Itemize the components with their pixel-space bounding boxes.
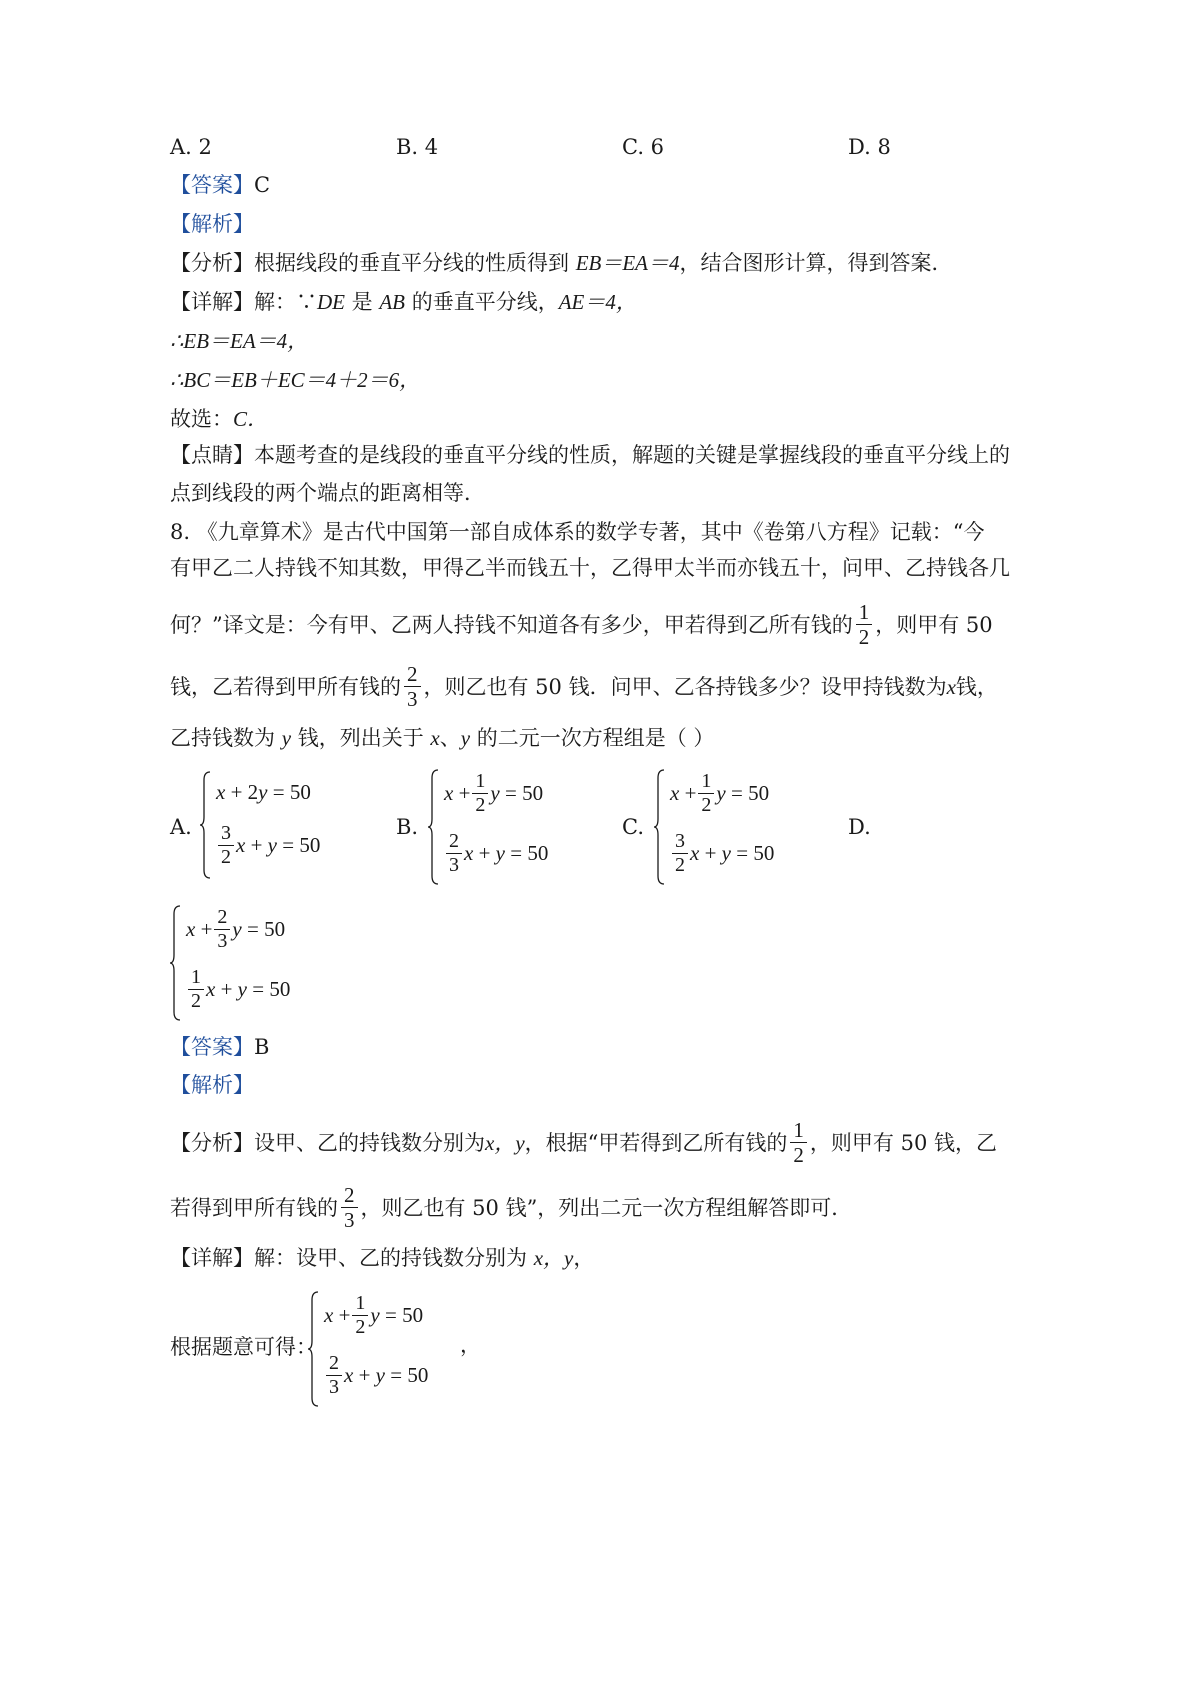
fenxi-tag: 【分析】 [170, 1130, 254, 1155]
equation-2 [444, 830, 548, 877]
var-x: x [444, 781, 454, 805]
fenxi-equation: EB＝EA＝4 [575, 251, 680, 275]
q8-solution-system [308, 1290, 458, 1408]
xiangjie-text: 解：设甲、乙的持钱数分别为 [254, 1246, 534, 1270]
fenxi-tag: 【分析】 [170, 251, 254, 275]
plus-sign: + [704, 841, 717, 865]
q7-step2: ∴BC＝EB＋EC＝4＋2＝6， [170, 368, 421, 392]
plus-sign: + [338, 1303, 351, 1327]
equals-50: = 50 [282, 833, 321, 857]
fraction-denominator: 2 [475, 794, 486, 816]
q8-fenxi-line1 [170, 1118, 997, 1167]
left-brace-icon [308, 1290, 320, 1408]
equals-50: = 50 [252, 977, 291, 1001]
left-brace-icon [200, 770, 212, 880]
equals-50: = 50 [247, 917, 286, 941]
dianjing-tag: 【点睛】 [170, 443, 254, 467]
fraction-numerator: 2 [446, 830, 462, 854]
var-x: x [206, 977, 216, 1001]
fraction-numerator: 1 [352, 1292, 368, 1316]
fenxi-text: 根据线段的垂直平分线的性质得到 [254, 251, 576, 275]
left-brace-icon [428, 768, 440, 886]
fraction-three-halves [672, 830, 688, 877]
plus-sign: + [220, 977, 233, 1001]
xiangjie-mid: 的垂直平分线， [405, 290, 559, 314]
var-y: y [267, 833, 277, 857]
plus-sign: + [200, 917, 213, 941]
var-y: y [716, 781, 726, 805]
var-y: y [258, 780, 268, 804]
fraction-two-thirds [341, 1183, 358, 1232]
fraction-one-half [790, 1118, 807, 1167]
xiangjie-tag: 【详解】 [170, 1246, 254, 1270]
text-shi: 是 [345, 290, 380, 314]
fraction-numerator: 1 [698, 770, 714, 794]
guxuan-text: 故选： [170, 407, 233, 431]
fraction-numerator: 1 [472, 770, 488, 794]
fraction-numerator: 1 [856, 600, 873, 625]
q8-answer [170, 1032, 269, 1062]
fraction-one-half [472, 770, 488, 817]
q8-line4-end: 钱， [955, 674, 998, 699]
q7-option-a: A. 2 [170, 135, 212, 159]
fraction-numerator: 2 [341, 1183, 358, 1208]
var-xy: x，y [533, 1246, 574, 1270]
fraction-denominator: 3 [449, 854, 459, 876]
q8-option-a-label: A. [170, 815, 192, 839]
fraction-denominator: 2 [858, 625, 870, 649]
plus-sign: + [230, 780, 243, 804]
q8-line4-mid: ，则乙也有 50 钱．问甲、乙各持钱多少？设甲持钱数为 [423, 674, 947, 699]
fraction-denominator: 2 [701, 794, 712, 816]
answer-tag: 【答案】 [170, 173, 254, 197]
fenxi2-text: 若得到甲所有钱的 [170, 1195, 338, 1220]
equals-50: = 50 [736, 841, 775, 865]
coefficient: 2 [247, 780, 259, 804]
var-x: x [216, 780, 226, 804]
fraction-numerator: 3 [672, 830, 688, 854]
q8-option-b-system [428, 768, 578, 886]
plus-sign: + [684, 781, 697, 805]
equation-2 [186, 966, 290, 1013]
var-y: y [721, 841, 731, 865]
fraction-numerator: 2 [404, 662, 421, 687]
equation-1 [444, 770, 543, 817]
segment-de: DE [317, 290, 345, 314]
guxuan-answer: C． [233, 407, 269, 431]
left-brace-icon [170, 904, 182, 1022]
fraction-denominator: 2 [355, 1316, 366, 1338]
var-x: x [946, 674, 956, 699]
var-x: x [236, 833, 246, 857]
fenxi-end: ，则甲有 50 钱，乙 [809, 1130, 997, 1155]
q7-option-d: D. 8 [848, 135, 891, 159]
equation-1 [186, 906, 285, 953]
xiangjie-end: ， [573, 1246, 595, 1270]
q7-option-c: C. 6 [622, 135, 665, 159]
fenxi-text: 设甲、乙的持钱数分别为 [254, 1130, 485, 1155]
fraction-two-thirds [326, 1352, 342, 1399]
fraction-one-half [856, 600, 873, 649]
fraction-one-half [188, 966, 204, 1013]
q8-line3-text: 何？”译文是：今有甲、乙两人持钱不知道各有多少，甲若得到乙所有钱的 [170, 612, 853, 637]
q8-genju-label: 根据题意可得： [170, 1335, 317, 1359]
var-y: y [490, 781, 500, 805]
q8-xiangjie [170, 1243, 594, 1273]
var-x: x [344, 1363, 354, 1387]
q8-line1: 8. 《九章算术》是古代中国第一部自成体系的数学专著，其中《卷第八方程》记载：“今 [170, 520, 985, 544]
var-y: y [460, 726, 471, 750]
equals-50: = 50 [505, 781, 544, 805]
fraction-two-thirds [446, 830, 462, 877]
xiangjie-text: 解：∵ [254, 290, 317, 314]
equation-1 [216, 780, 311, 805]
equals-50: = 50 [385, 1303, 424, 1327]
q8-line5-end: 的二元一次方程组是（ ） [470, 726, 715, 750]
q8-line2: 有甲乙二人持钱不知其数，甲得乙半而钱五十，乙得甲太半而亦钱五十，问甲、乙持钱各几 [170, 556, 1010, 580]
fraction-three-halves [218, 822, 234, 869]
plus-sign: + [478, 841, 491, 865]
q8-option-a-system [200, 770, 350, 880]
var-x: x [186, 917, 196, 941]
plus-sign: + [458, 781, 471, 805]
q7-fenxi [170, 248, 953, 278]
q7-option-b: B. 4 [396, 135, 439, 159]
plus-sign: + [358, 1363, 371, 1387]
q8-line5-text: 乙持钱数为 [170, 726, 282, 750]
equation-1 [670, 770, 769, 817]
q7-jiexi-tag: 【解析】 [170, 212, 254, 236]
plus-sign: + [250, 833, 263, 857]
q8-option-c-system [654, 768, 804, 886]
q8-option-d-system [170, 904, 320, 1022]
q7-answer [170, 170, 270, 200]
fraction-denominator: 2 [221, 846, 231, 868]
q8-line4 [170, 662, 998, 711]
q8-fenxi-line2 [170, 1183, 852, 1232]
fraction-denominator: 3 [407, 687, 418, 711]
fraction-numerator: 2 [326, 1352, 342, 1376]
xiangjie-tag: 【详解】 [170, 290, 254, 314]
fenxi2-end: ，则乙也有 50 钱”，列出二元一次方程组解答即可． [360, 1195, 853, 1220]
fraction-numerator: 3 [218, 822, 234, 846]
q8-line3 [170, 600, 993, 649]
dianjing-text-1: 本题考查的是线段的垂直平分线的性质，解题的关键是掌握线段的垂直平分线上的 [254, 443, 1010, 467]
q8-line5 [170, 723, 714, 753]
q7-guxuan [170, 404, 268, 434]
var-y: y [237, 977, 247, 1001]
q8-option-d-label: D. [848, 815, 871, 839]
equals-50: = 50 [510, 841, 549, 865]
q8-line4-text: 钱，乙若得到甲所有钱的 [170, 674, 401, 699]
fenxi-text-end: ，结合图形计算，得到答案． [679, 251, 953, 275]
left-brace-icon [654, 768, 666, 886]
fraction-denominator: 3 [344, 1208, 355, 1232]
q8-option-c-label: C. [622, 815, 644, 839]
equals-50: = 50 [272, 780, 311, 804]
equation-2 [670, 830, 774, 877]
q8-line3-end: ，则甲有 50 [875, 612, 993, 637]
fraction-denominator: 3 [217, 930, 228, 952]
var-y: y [370, 1303, 380, 1327]
fraction-numerator: 1 [188, 966, 204, 990]
fraction-two-thirds [214, 906, 230, 953]
equals-50: = 50 [731, 781, 770, 805]
var-x: x [464, 841, 474, 865]
answer-value: C [254, 173, 271, 197]
var-x: x [670, 781, 680, 805]
fraction-two-thirds [404, 662, 421, 711]
answer-tag: 【答案】 [170, 1035, 254, 1059]
equals-50: = 50 [390, 1363, 429, 1387]
var-xy: x，y [485, 1130, 525, 1155]
var-x: x [690, 841, 700, 865]
fraction-numerator: 1 [790, 1118, 807, 1143]
var-y: y [281, 726, 292, 750]
answer-value: B [254, 1035, 270, 1059]
q8-option-b-label: B. [396, 815, 419, 839]
var-x: x [430, 726, 440, 750]
fraction-denominator: 2 [675, 854, 685, 876]
q7-step1: ∴EB＝EA＝4， [170, 329, 309, 353]
q8-line5-sep: 、 [439, 726, 461, 750]
var-y: y [232, 917, 242, 941]
q7-dianjing-line2: 点到线段的两个端点的距离相等． [170, 481, 485, 505]
fraction-numerator: 2 [214, 906, 230, 930]
fraction-denominator: 3 [329, 1376, 339, 1398]
equation-2 [324, 1352, 428, 1399]
equation-1 [324, 1292, 423, 1339]
var-x: x [324, 1303, 334, 1327]
q8-line5-mid: 钱，列出关于 [291, 726, 431, 750]
q7-xiangjie [170, 287, 637, 317]
fraction-denominator: 2 [793, 1143, 804, 1167]
fenxi-mid: ，根据“甲若得到乙所有钱的 [524, 1130, 788, 1155]
var-y: y [495, 841, 505, 865]
equation-2 [216, 822, 320, 869]
q7-dianjing [170, 440, 1010, 470]
ae-value: AE＝4， [558, 290, 637, 314]
q8-trailing-comma: ， [460, 1333, 481, 1357]
segment-ab: AB [379, 290, 406, 314]
q8-jiexi-tag: 【解析】 [170, 1073, 254, 1097]
fraction-denominator: 2 [191, 990, 201, 1012]
var-y: y [375, 1363, 385, 1387]
fraction-one-half [698, 770, 714, 817]
fraction-one-half [352, 1292, 368, 1339]
